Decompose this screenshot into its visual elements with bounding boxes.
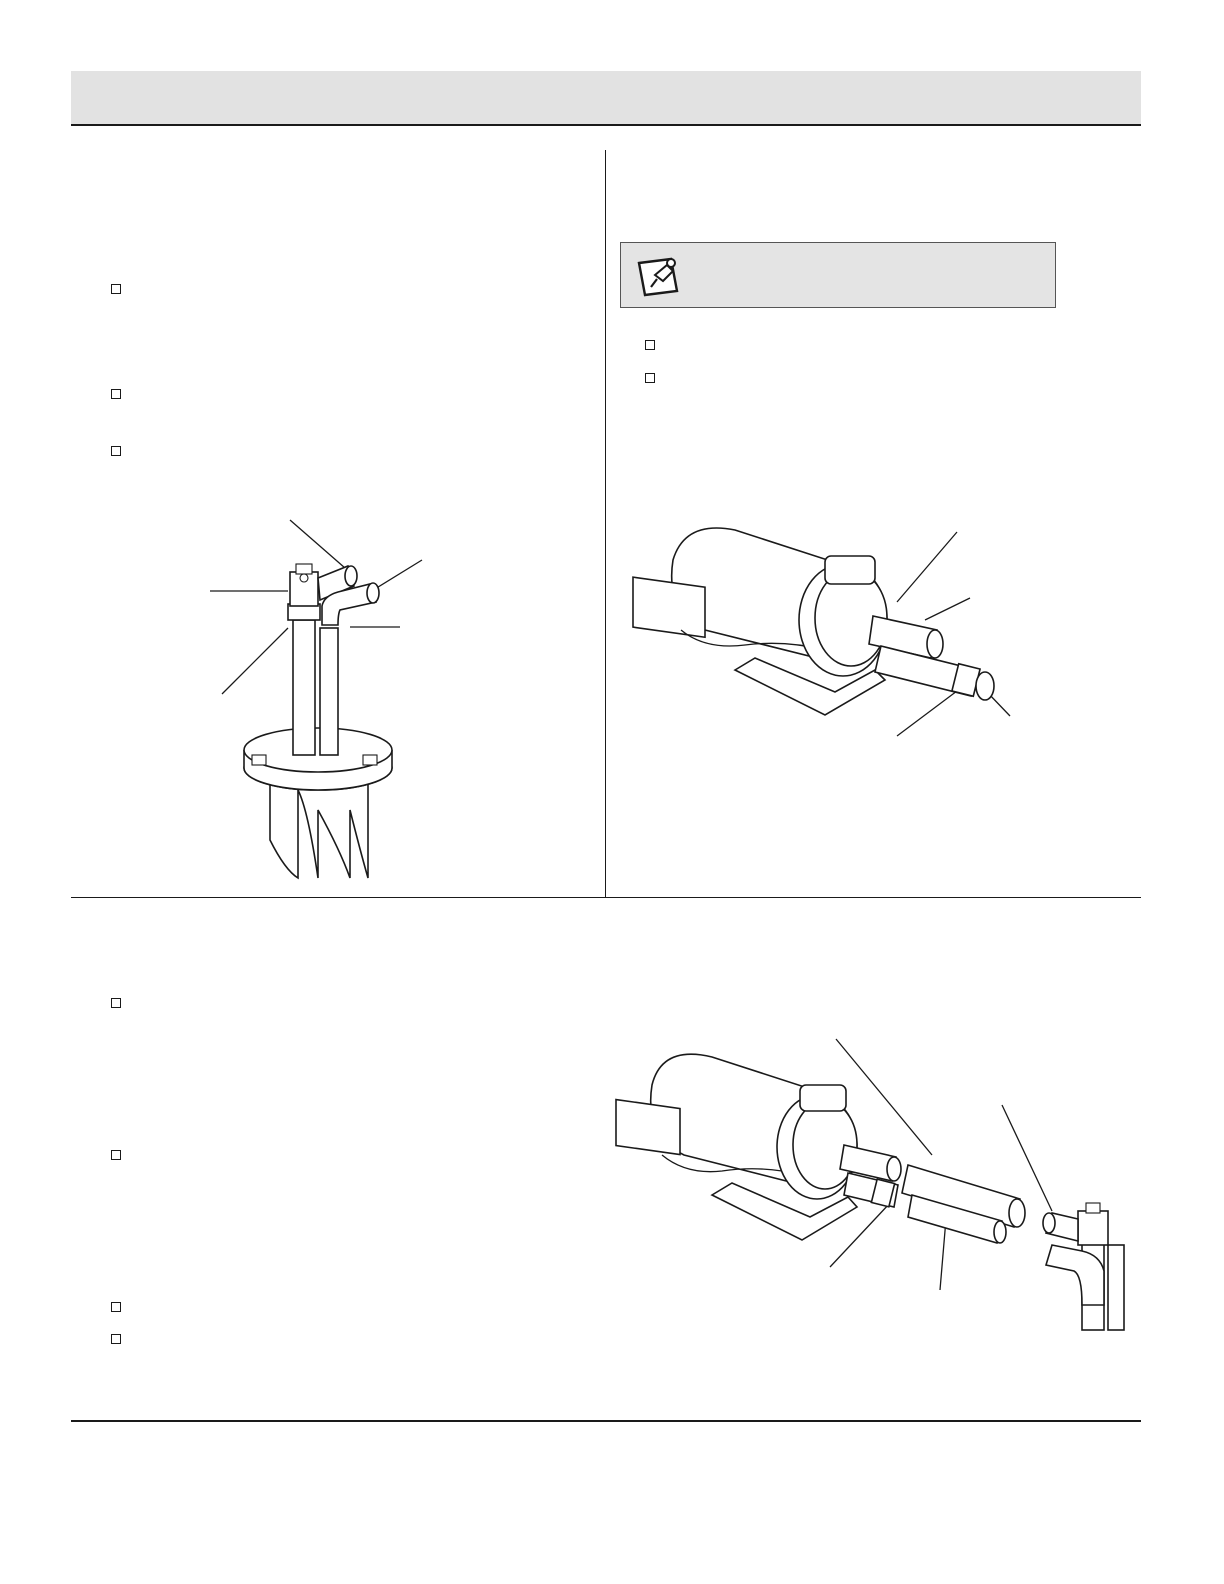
checkbox-icon — [111, 1150, 121, 1160]
pump-connection-diagram — [612, 1035, 1132, 1335]
well-head-diagram — [200, 510, 610, 880]
pump-diagram — [625, 520, 1025, 750]
checkbox-icon — [111, 284, 121, 294]
checkbox-icon — [111, 1334, 121, 1344]
checkbox-icon — [111, 1302, 121, 1312]
note-box — [620, 242, 1056, 308]
checkbox-icon — [645, 340, 655, 350]
checkbox-icon — [111, 389, 121, 399]
section-divider — [71, 897, 1141, 898]
header-bar — [71, 71, 1141, 126]
checkbox-icon — [645, 373, 655, 383]
footer-divider — [71, 1420, 1141, 1422]
pushpin-note-icon — [633, 251, 683, 301]
checkbox-icon — [111, 446, 121, 456]
checkbox-icon — [111, 998, 121, 1008]
